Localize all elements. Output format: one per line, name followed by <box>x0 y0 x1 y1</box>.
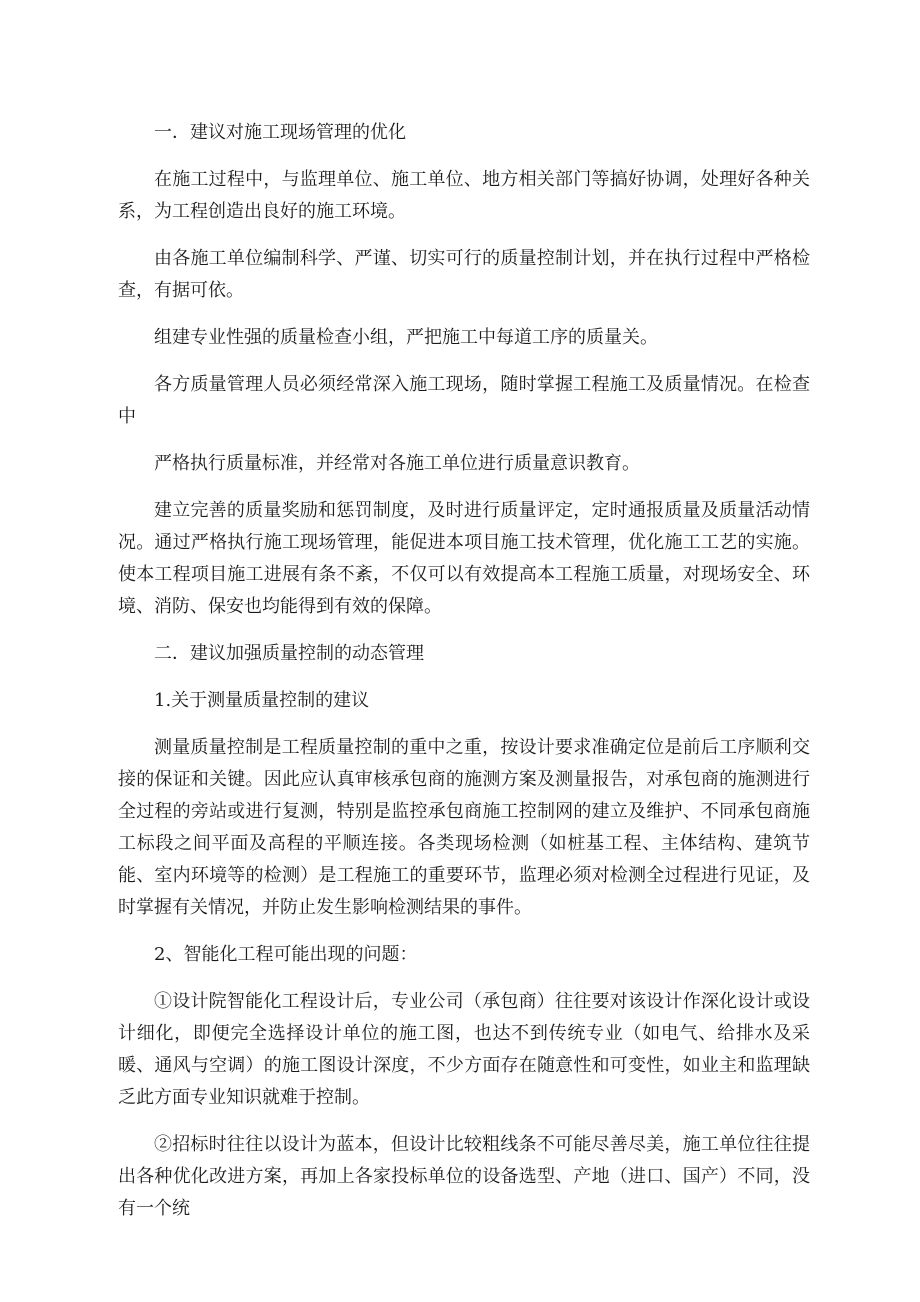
paragraph: 由各施工单位编制科学、严谨、切实可行的质量控制计划，并在执行过程中严格检查，有据可依。 <box>118 248 810 301</box>
paragraph: 测量质量控制是工程质量控制的重中之重，按设计要求准确定位是前后工序顺利交接的保证和关键。因此应认真审核承包商的施测方案及测量报告，对承包商的施测进行全过程的旁站或进行复测，特别是监控承包商施工控制网的建立及维护、不同承包商施工标段之间平面及高程的平顺连接。各类现场检测（如桩基工程、主体结构、建筑节能、室内环境等的检测）是工程施工的重要环节，监理必须对检测全过程进行见证，及时掌握有关情况，并防止发生影响检测结果的事件。 <box>118 737 810 918</box>
paragraph: ①设计院智能化工程设计后，专业公司（承包商）往往要对该设计作深化设计或设计细化，即便完全选择设计单位的施工图，也达不到传统专业（如电气、给排水及采暖、通风与空调）的施工图设计深度，不少方面存在随意性和可变性，如业主和监理缺乏此方面专业知识就难于控制。 <box>118 991 810 1108</box>
section-heading-1: 一．建议对施工现场管理的优化 <box>154 122 406 143</box>
paragraph: 在施工过程中，与监理单位、施工单位、地方相关部门等搞好协调，处理好各种关系，为工程创造出良好的施工环境。 <box>118 169 810 222</box>
paragraph: ②招标时往往以设计为蓝本，但设计比较粗线条不可能尽善尽美，施工单位往往提出各种优化改进方案，再加上各家投标单位的设备选型、产地（进口、国产）不同，没有一个统 <box>118 1134 810 1219</box>
paragraph: 严格执行质量标准，并经常对各施工单位进行质量意识教育。 <box>154 453 640 474</box>
subsection-heading: 1.关于测量质量控制的建议 <box>154 690 370 711</box>
paragraph: 各方质量管理人员必须经常深入施工现场，随时掌握工程施工及质量情况。在检查中 <box>118 374 810 427</box>
paragraph: 建立完善的质量奖励和惩罚制度，及时进行质量评定，定时通报质量及质量活动情况。通过严格执行施工现场管理，能促进本项目施工技术管理，优化施工工艺的实施。使本工程项目施工进展有条不紊，不仅可以有效提高本工程施工质量，对现场安全、环境、消防、保安也均能得到有效的保障。 <box>118 500 810 617</box>
subsection-heading: 2、智能化工程可能出现的问题： <box>154 944 418 965</box>
paragraph: 组建专业性强的质量检查小组，严把施工中每道工序的质量关。 <box>154 327 658 348</box>
section-heading-2: 二．建议加强质量控制的动态管理 <box>154 643 424 664</box>
